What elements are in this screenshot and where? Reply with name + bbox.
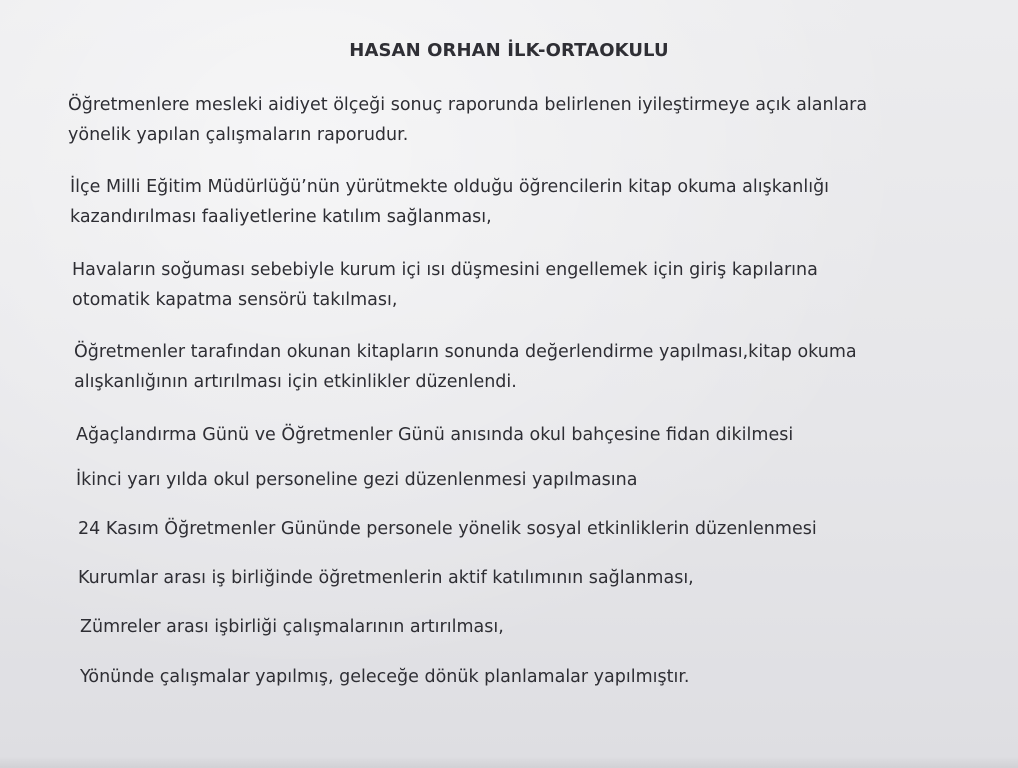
- paragraph-book-evaluation: [74, 337, 974, 397]
- paragraph-line: 24 Kasım Öğretmenler Gününde personele yönelik sosyal etkinliklerin düzenlenmesi: [78, 519, 817, 539]
- paragraph-line: Yönünde çalışmalar yapılmış, geleceğe dönük planlamalar yapılmıştır.: [80, 667, 690, 687]
- paragraph-line: Ağaçlandırma Günü ve Öğretmenler Günü anısında okul bahçesine fidan dikilmesi: [76, 425, 794, 445]
- paragraph-department-cooperation: [80, 612, 980, 642]
- paragraph-tree-planting: [76, 420, 976, 450]
- paragraph-teachers-day: [78, 514, 978, 544]
- paragraph-line: Zümreler arası işbirliği çalışmalarının artırılması,: [80, 617, 504, 637]
- document-title: HASAN ORHAN İLK-ORTAOKULU: [349, 40, 669, 61]
- paragraph-conclusion: [80, 662, 980, 692]
- paragraph-reading-habit: [70, 172, 970, 232]
- paragraph-report-intro: [68, 90, 968, 150]
- paragraph-door-sensor: [72, 255, 972, 315]
- paragraph-line: otomatik kapatma sensörü takılması,: [72, 290, 398, 310]
- paragraph-staff-trip: [76, 465, 976, 495]
- paragraph-inter-institution: [78, 563, 978, 593]
- paragraph-line: İkinci yarı yılda okul personeline gezi düzenlenmesi yapılmasına: [76, 470, 638, 490]
- paragraph-line: kazandırılması faaliyetlerine katılım sağlanması,: [70, 207, 492, 227]
- paragraph-line: Öğretmenlere mesleki aidiyet ölçeği sonuç raporunda belirlenen iyileştirmeye açık alanlara: [68, 95, 868, 115]
- page-edge-shadow: [0, 756, 1018, 768]
- paragraph-line: Havaların soğuması sebebiyle kurum içi ısı düşmesini engellemek için giriş kapılarına: [72, 260, 818, 280]
- paragraph-line: Kurumlar arası iş birliğinde öğretmenlerin aktif katılımının sağlanması,: [78, 568, 694, 588]
- paragraph-line: Öğretmenler tarafından okunan kitapların sonunda değerlendirme yapılması,kitap okuma: [74, 342, 857, 362]
- paragraph-line: yönelik yapılan çalışmaların raporudur.: [68, 125, 409, 145]
- paragraph-line: alışkanlığının artırılması için etkinlikler düzenlendi.: [74, 372, 517, 392]
- paragraph-line: İlçe Milli Eğitim Müdürlüğü’nün yürütmekte olduğu öğrencilerin kitap okuma alışkanlığı: [70, 177, 830, 197]
